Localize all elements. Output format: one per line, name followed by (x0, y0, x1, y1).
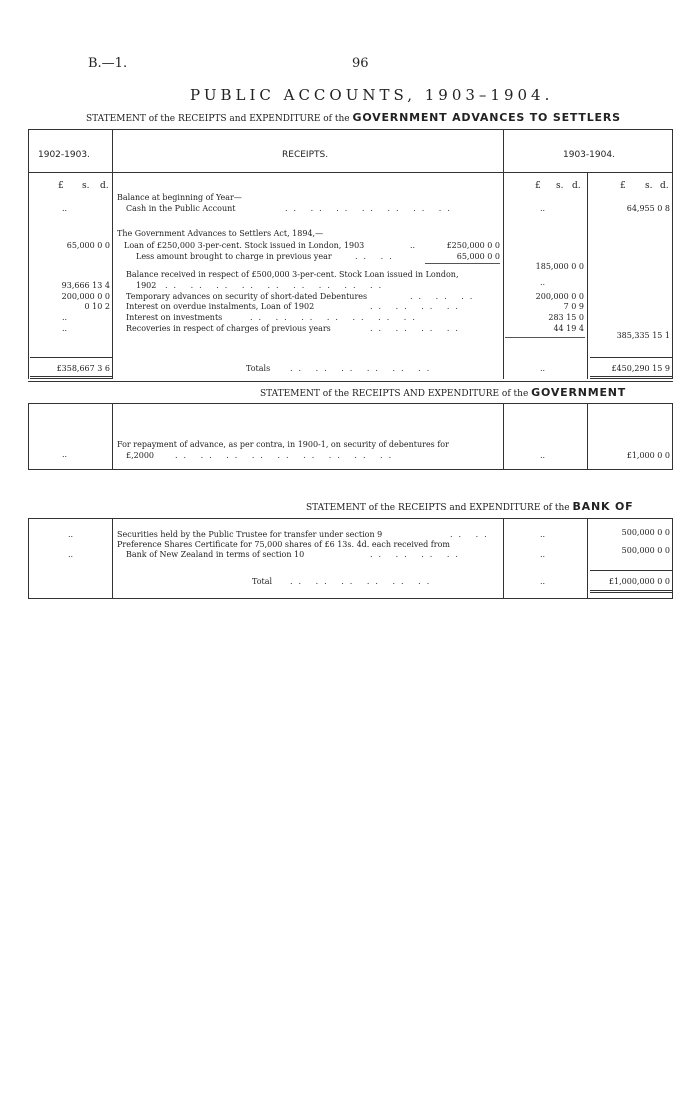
cash-leader-dots: .. .. .. .. .. .. .. (285, 204, 456, 213)
subtotal-185000: 185,000 0 0 (535, 262, 584, 271)
temp-advances-label: Temporary advances on security of short-dated Debentures (126, 292, 368, 301)
loan-label: Loan of £250,000 3-per-cent. Stock issued in London, 1903 (124, 241, 365, 250)
statement3-heading-bold: BANK OF (572, 500, 634, 513)
investments-label: Interest on investments (126, 313, 223, 322)
securities-r1: .. (540, 530, 546, 539)
statement2-left: .. (62, 450, 68, 459)
unit-pence-r2: d. (660, 181, 669, 191)
cash-r1: .. (540, 204, 546, 213)
overdue-interest-leader-dots: .. .. .. .. (370, 302, 464, 311)
statement2-heading-bold: GOVERNMENT (531, 386, 627, 399)
totals-r1: .. (540, 364, 546, 373)
statement2-leader-dots: .. .. .. .. .. .. .. .. .. (175, 451, 398, 460)
securities-left: .. (68, 530, 74, 539)
block-total: 385,335 15 1 (616, 331, 670, 340)
statement2-r2: £1,000 0 0 (626, 451, 670, 460)
statement3-heading-text: STATEMENT of the RECEIPTS and EXPENDITURE of the (306, 503, 570, 513)
balance-500000-year: 1902 (136, 281, 157, 290)
totals-leader-dots: .. .. .. .. .. .. (290, 364, 436, 373)
statement3-total-r1: .. (540, 577, 546, 586)
less-amount: 65,000 0 0 (456, 252, 500, 261)
act-label: The Government Advances to Settlers Act, 1894,— (117, 229, 324, 238)
balance-500000-r1: .. (540, 278, 546, 287)
securities-r2: 500,000 0 0 (621, 528, 670, 537)
preference-shares-left: .. (68, 550, 74, 559)
preference-shares-label-2: Bank of New Zealand in terms of section 10 (126, 550, 305, 559)
statement2-line2: £,2000 (126, 451, 154, 460)
totals-r2: £450,290 15 9 (611, 364, 670, 373)
unit-pounds-r1: £ (535, 181, 541, 191)
loan-left: 65,000 0 0 (66, 241, 110, 250)
totals-label: Totals (246, 364, 271, 373)
temp-advances-left: 200,000 0 0 (61, 292, 110, 301)
cash-label: Cash in the Public Account (126, 204, 236, 213)
overdue-interest-label: Interest on overdue instalments, Loan of 1902 (126, 302, 315, 311)
loan-leader-dots: .. (410, 241, 416, 250)
page-number: 96 (352, 56, 369, 71)
cash-left: .. (62, 204, 68, 213)
cash-r2: 64,955 0 8 (626, 204, 670, 213)
overdue-interest-r1: 7 0 9 (563, 302, 584, 311)
column-header-receipts: RECEIPTS. (282, 150, 329, 160)
unit-pence-left: d. (100, 181, 109, 191)
loan-amount: £250,000 0 0 (446, 241, 500, 250)
preference-shares-leader-dots: .. .. .. .. (370, 550, 464, 559)
page-title: PUBLIC ACCOUNTS, 1903–1904. (190, 86, 554, 104)
unit-pounds-r2: £ (620, 181, 626, 191)
statement3-total-r2: £1,000,000 0 0 (608, 577, 670, 586)
less-label: Less amount brought to charge in previous year (136, 252, 332, 261)
temp-advances-r1: 200,000 0 0 (535, 292, 584, 301)
statement2-heading (260, 386, 626, 399)
balance-500000-label: Balance received in respect of £500,000 3-per-cent. Stock Loan issued in London, (126, 270, 459, 279)
less-leader-dots: .. .. (355, 252, 398, 261)
unit-pence-r1: d. (572, 181, 581, 191)
securities-label: Securities held by the Public Trustee for transfer under section 9 (117, 530, 383, 539)
statement1-heading-bold: GOVERNMENT ADVANCES TO SETTLERS (352, 111, 621, 124)
statement3-heading (306, 500, 633, 513)
unit-shillings-left: s. (82, 181, 90, 191)
preference-shares-r1: .. (540, 550, 546, 559)
document-reference: B.—1. (88, 56, 128, 71)
preference-shares-label-1: Preference Shares Certificate for 75,000 shares of £6 13s. 4d. each received from (117, 540, 450, 549)
balance-500000-left: 93,666 13 4 (61, 281, 110, 290)
statement1-heading-text: STATEMENT of the RECEIPTS and EXPENDITURE of the (86, 114, 350, 124)
investments-r1: 283 15 0 (548, 313, 584, 322)
overdue-interest-left: 0 10 2 (84, 302, 110, 311)
balance-500000-leader-dots: .. .. .. .. .. .. .. .. .. (165, 281, 388, 290)
unit-shillings-r2: s. (645, 181, 653, 191)
recoveries-left: .. (62, 324, 68, 333)
recoveries-leader-dots: .. .. .. .. (370, 324, 464, 333)
unit-pounds-left: £ (58, 181, 64, 191)
statement3-total-leader-dots: .. .. .. .. .. .. (290, 577, 436, 586)
temp-advances-leader-dots: .. .. .. (410, 292, 479, 301)
totals-left: £358,667 3 6 (56, 364, 110, 373)
preference-shares-r2: 500,000 0 0 (621, 546, 670, 555)
column-header-1903-1904: 1903-1904. (563, 150, 615, 160)
statement1-heading (86, 111, 621, 124)
recoveries-r1: 44 19 4 (553, 324, 584, 333)
investments-leader-dots: .. .. .. .. .. .. .. (250, 313, 421, 322)
unit-shillings-r1: s. (556, 181, 564, 191)
statement2-heading-text: STATEMENT of the RECEIPTS AND EXPENDITURE of the (260, 389, 529, 399)
statement3-total-label: Total (252, 577, 273, 586)
securities-leader-dots: .. .. (450, 530, 493, 539)
statement2-line1: For repayment of advance, as per contra, in 1900-1, on security of debentures for (117, 440, 449, 449)
statement2-r1: .. (540, 451, 546, 460)
investments-left: .. (62, 313, 68, 322)
column-header-1902-1903: 1902-1903. (38, 150, 90, 160)
recoveries-label: Recoveries in respect of charges of previous years (126, 324, 331, 333)
balance-label: Balance at beginning of Year— (117, 193, 242, 202)
